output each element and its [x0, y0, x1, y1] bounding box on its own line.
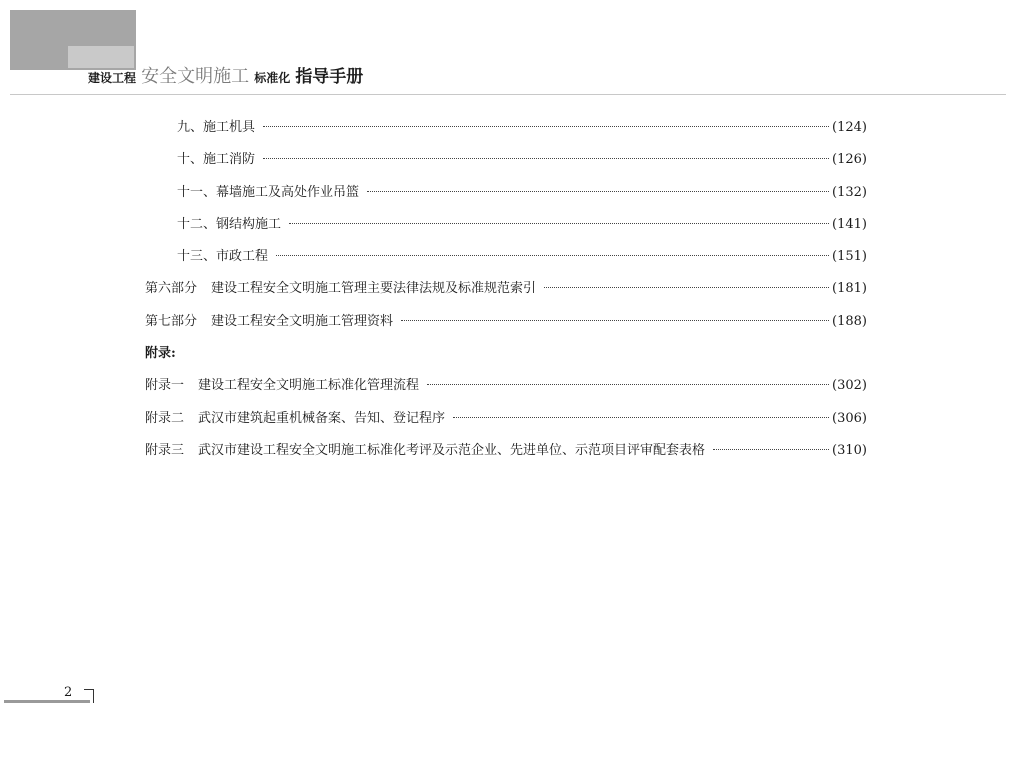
- toc-entry-page: (302): [832, 378, 867, 394]
- toc-entry-label: 九、施工机具: [177, 120, 256, 135]
- header-title-part3: 标准化: [254, 71, 291, 85]
- toc-entry-title: 建设工程安全文明施工标准化管理流程: [198, 378, 420, 394]
- toc-leader-dots: [263, 158, 829, 159]
- toc-heading-label: 附录:: [145, 346, 176, 362]
- toc-entry-title: 武汉市建设工程安全文明施工标准化考评及示范企业、先进单位、示范项目评审配套表格: [198, 442, 706, 458]
- toc-entry[interactable]: [145, 213, 867, 245]
- toc-entry-label: 第七部分: [145, 313, 198, 329]
- toc-entry[interactable]: [145, 181, 867, 213]
- header-title-part1: 建设工程: [88, 71, 137, 85]
- toc-entry-label: 十、施工消防: [177, 152, 256, 168]
- toc-entry-title: 建设工程安全文明施工管理资料: [211, 313, 394, 329]
- toc-leader-dots: [263, 126, 829, 127]
- toc-entry-page: (141): [832, 216, 867, 232]
- toc-entry-label: 附录二: [145, 410, 185, 426]
- toc-leader-dots: [544, 287, 829, 288]
- toc-entry-label: 附录一: [145, 378, 185, 394]
- table-of-contents: [145, 116, 867, 471]
- toc-entry[interactable]: [145, 407, 867, 439]
- toc-leader-dots: [367, 191, 829, 192]
- header-title: [88, 62, 363, 88]
- toc-entry-page: (151): [832, 249, 867, 265]
- header-title-part4: 指导手册: [295, 67, 364, 87]
- toc-entry[interactable]: [145, 374, 867, 406]
- toc-entry[interactable]: [145, 116, 867, 148]
- toc-entry-label: 十一、幕墙施工及高处作业吊篮: [177, 184, 360, 200]
- header-divider: [10, 94, 1006, 95]
- toc-entry[interactable]: [145, 310, 867, 342]
- toc-entry-page: (126): [832, 152, 867, 168]
- toc-leader-dots: [427, 384, 829, 385]
- toc-entry-title: 武汉市建筑起重机械备案、告知、登记程序: [198, 410, 446, 426]
- toc-section-heading: [145, 342, 867, 374]
- toc-entry[interactable]: [145, 148, 867, 180]
- footer-rule: [4, 700, 90, 703]
- toc-entry[interactable]: [145, 277, 867, 309]
- toc-entry-page: (310): [832, 442, 867, 458]
- toc-entry[interactable]: [145, 439, 867, 471]
- toc-leader-dots: [401, 320, 829, 321]
- toc-entry-page: (188): [832, 313, 867, 329]
- toc-entry-page: (132): [832, 184, 867, 200]
- toc-entry-title: 建设工程安全文明施工管理主要法律法规及标准规范索引: [211, 281, 537, 297]
- page-number: 2: [64, 685, 73, 700]
- toc-entry[interactable]: [145, 245, 867, 277]
- header-title-part2: 安全文明施工: [141, 66, 250, 87]
- toc-leader-dots: [276, 255, 829, 256]
- toc-entry-page: (306): [832, 410, 867, 426]
- toc-entry-label: 附录三: [145, 442, 185, 458]
- toc-entry-label: 十二、钢结构施工: [177, 216, 282, 232]
- toc-leader-dots: [289, 223, 829, 224]
- footer-corner-mark: [84, 689, 94, 703]
- toc-leader-dots: [713, 449, 829, 450]
- toc-entry-page: (181): [832, 281, 867, 297]
- toc-leader-dots: [453, 417, 829, 418]
- toc-entry-label: 十三、市政工程: [177, 249, 269, 265]
- toc-entry-label: 第六部分: [145, 281, 198, 297]
- toc-entry-page: (124): [832, 120, 867, 135]
